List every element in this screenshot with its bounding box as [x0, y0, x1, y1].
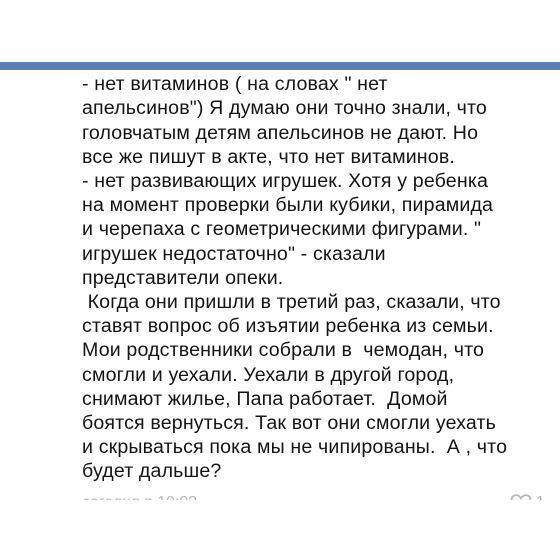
header-area	[0, 0, 560, 62]
post-line: ставят вопрос об изъятии ребенка из семьи.	[82, 315, 494, 338]
post-line: снимают жилье, Папа работает. Домой	[82, 387, 448, 410]
post-line: смогли и уехали. Уехали в другой город,	[82, 363, 455, 386]
post-line: игрушек недостаточно" - сказали	[82, 242, 386, 265]
header-accent-bar	[0, 62, 560, 70]
post-line: на момент проверки были кубики, пирамида	[82, 194, 494, 217]
post-line: представители опеки.	[82, 266, 284, 289]
post-line: будет дальше?	[82, 460, 222, 483]
bottom-area	[0, 500, 560, 560]
post-line: головчатым детям апельсинов не дают. Но	[82, 121, 479, 144]
post-line: и черепаха с геометрическими фигурами. "	[82, 218, 482, 241]
post-line: Когда они пришли в третий раз, сказали, что	[82, 291, 501, 314]
post-line: все же пишут в акте, что нет витаминов.	[82, 145, 455, 168]
post-body	[82, 48, 552, 484]
post-line: - нет развивающих игрушек. Хотя у ребенка	[82, 170, 489, 193]
post-line: Мои родственники собрали в чемодан, что	[82, 339, 485, 362]
post-line: апельсинов") Я думаю они точно знали, что	[82, 97, 487, 120]
post-line: боятся вернуться. Так вот они смогли уехать	[82, 412, 497, 435]
post-line: и скрываться пока мы не чипированы. А , что	[82, 436, 508, 459]
post-line: - нет витаминов ( на словах " нет	[82, 73, 388, 96]
